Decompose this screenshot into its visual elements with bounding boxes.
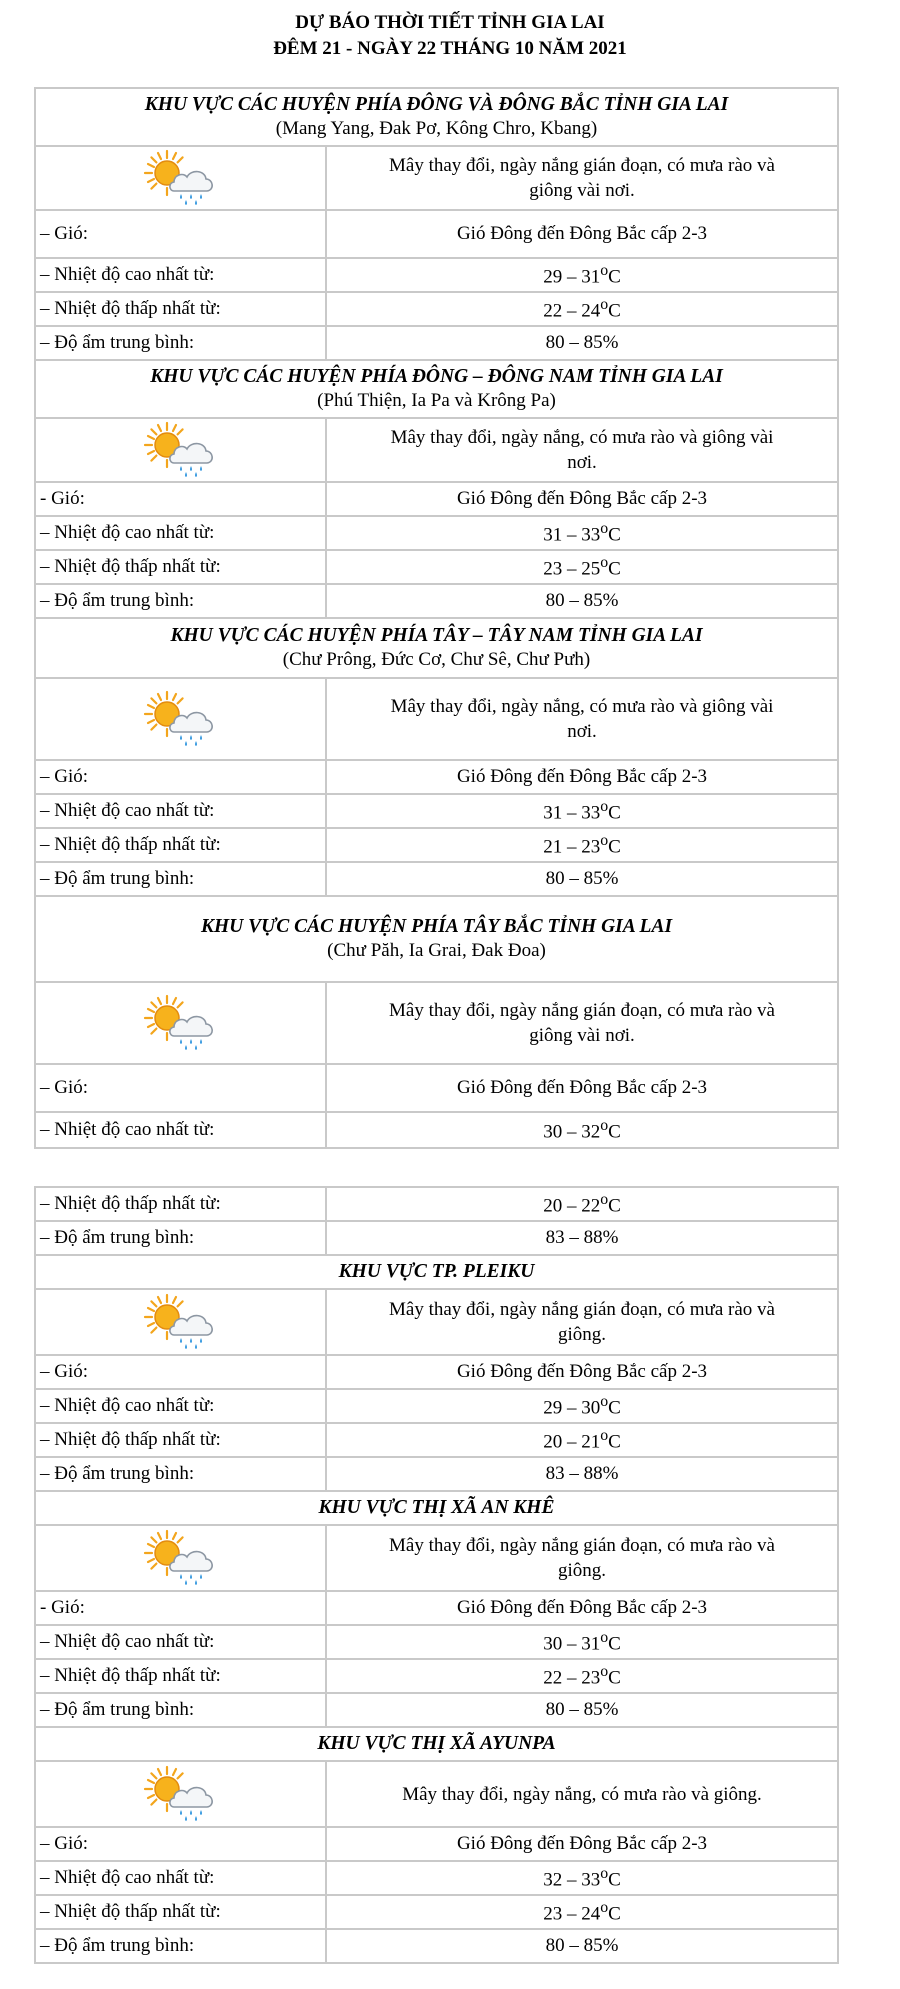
weather-row: [35, 1525, 838, 1591]
min-temp-value: 22 – 23$^o$C: [326, 1659, 838, 1693]
weather-row: [35, 1289, 838, 1355]
wind-label: – Gió:: [35, 760, 326, 794]
wind-row: [35, 760, 838, 794]
region-header: [35, 618, 838, 678]
region-title: KHU VỰC TP. PLEIKU: [338, 1261, 535, 1282]
humidity-value: 80 – 85%: [326, 1929, 838, 1963]
weather-row: [35, 678, 838, 760]
max-temp-label: – Nhiệt độ cao nhất từ:: [35, 1625, 326, 1659]
max-temp-label: – Nhiệt độ cao nhất từ:: [35, 258, 326, 292]
wind-row: [35, 1827, 838, 1861]
max-temp-label: – Nhiệt độ cao nhất từ:: [35, 1112, 326, 1148]
wind-value: Gió Đông đến Đông Bắc cấp 2-3: [326, 1064, 838, 1112]
weather-icon-cell: [35, 146, 326, 210]
wind-value: Gió Đông đến Đông Bắc cấp 2-3: [326, 760, 838, 794]
desc-line: nơi.: [567, 452, 597, 473]
wind-label: – Gió:: [35, 1355, 326, 1389]
sun-cloud-rain-icon: [141, 1763, 221, 1825]
region-title: KHU VỰC CÁC HUYỆN PHÍA TÂY – TÂY NAM TỈNH GIA LAI: [170, 625, 703, 646]
humidity-value: 80 – 85%: [326, 862, 838, 896]
desc-line: Mây thay đổi, ngày nắng, có mưa rào và giông.: [402, 1783, 762, 1805]
min-temp-row: [35, 828, 838, 862]
min-temp-label: – Nhiệt độ thấp nhất từ:: [35, 1187, 326, 1221]
min-temp-label: – Nhiệt độ thấp nhất từ:: [35, 1423, 326, 1457]
humidity-value: 83 – 88%: [326, 1221, 838, 1255]
weather-description: [326, 146, 838, 210]
min-temp-label: – Nhiệt độ thấp nhất từ:: [35, 828, 326, 862]
min-temp-label: – Nhiệt độ thấp nhất từ:: [35, 1659, 326, 1693]
sun-cloud-rain-icon: [141, 688, 221, 750]
wind-value: Gió Đông đến Đông Bắc cấp 2-3: [326, 1827, 838, 1861]
wind-row: [35, 1064, 838, 1112]
weather-description: [326, 1761, 838, 1827]
region-districts: (Mang Yang, Đak Pơ, Kông Chro, Kbang): [275, 118, 598, 139]
weather-row: [35, 1761, 838, 1827]
region-title: KHU VỰC THỊ XÃ AYUNPA: [317, 1733, 556, 1754]
document-title: DỰ BÁO THỜI TIẾT TỈNH GIA LAI: [295, 12, 605, 33]
region-header-row: [35, 1491, 838, 1525]
desc-line: giông vài nơi.: [529, 180, 635, 201]
region-districts: (Chư Păh, Ia Grai, Đak Đoa): [327, 940, 546, 961]
region-title: KHU VỰC THỊ XÃ AN KHÊ: [318, 1497, 555, 1518]
document-header: [0, 10, 900, 62]
min-temp-row: [35, 1423, 838, 1457]
region-header: [35, 1727, 838, 1761]
region-header: [35, 360, 838, 418]
weather-row: [35, 418, 838, 482]
min-temp-label: – Nhiệt độ thấp nhất từ:: [35, 1895, 326, 1929]
desc-line: giông.: [557, 1324, 607, 1345]
min-temp-row: [35, 1659, 838, 1693]
min-temp-value: 23 – 24$^o$C: [326, 1895, 838, 1929]
humidity-value: 83 – 88%: [326, 1457, 838, 1491]
max-temp-row: [35, 258, 838, 292]
wind-row: [35, 1591, 838, 1625]
wind-value: Gió Đông đến Đông Bắc cấp 2-3: [326, 482, 838, 516]
min-temp-row: [35, 1187, 838, 1221]
weather-description: [326, 982, 838, 1064]
weather-icon-cell: [35, 982, 326, 1064]
weather-icon-cell: [35, 1289, 326, 1355]
region-title: KHU VỰC CÁC HUYỆN PHÍA ĐÔNG – ĐÔNG NAM TỈNH GIA LAI: [150, 366, 723, 387]
humidity-row: [35, 1929, 838, 1963]
max-temp-row: [35, 516, 838, 550]
desc-line: Mây thay đổi, ngày nắng gián đoạn, có mưa rào và: [389, 155, 775, 176]
region-header: [35, 1255, 838, 1289]
wind-value: Gió Đông đến Đông Bắc cấp 2-3: [326, 210, 838, 258]
humidity-label: – Độ ẩm trung bình:: [35, 1221, 326, 1255]
max-temp-row: [35, 1861, 838, 1895]
wind-value: Gió Đông đến Đông Bắc cấp 2-3: [326, 1355, 838, 1389]
max-temp-row: [35, 1112, 838, 1148]
max-temp-value: 32 – 33$^o$C: [326, 1861, 838, 1895]
humidity-row: [35, 862, 838, 896]
humidity-label: – Độ ẩm trung bình:: [35, 862, 326, 896]
desc-line: Mây thay đổi, ngày nắng, có mưa rào và giông vài: [390, 427, 774, 448]
min-temp-label: – Nhiệt độ thấp nhất từ:: [35, 292, 326, 326]
forecast-table-page1: [34, 87, 839, 1149]
humidity-row: [35, 1693, 838, 1727]
humidity-row: [35, 1221, 838, 1255]
humidity-value: 80 – 85%: [326, 326, 838, 360]
desc-line: giông vài nơi.: [529, 1025, 635, 1046]
weather-description: [326, 418, 838, 482]
desc-line: Mây thay đổi, ngày nắng gián đoạn, có mưa rào và: [389, 1000, 775, 1021]
region-title: KHU VỰC CÁC HUYỆN PHÍA ĐÔNG VÀ ĐÔNG BẮC TỈNH GIA LAI: [144, 94, 729, 115]
wind-row: [35, 210, 838, 258]
max-temp-label: – Nhiệt độ cao nhất từ:: [35, 1861, 326, 1895]
weather-row: [35, 982, 838, 1064]
weather-description: [326, 678, 838, 760]
region-header-row: [35, 88, 838, 146]
region-header-row: [35, 618, 838, 678]
min-temp-row: [35, 292, 838, 326]
wind-label: – Gió:: [35, 1064, 326, 1112]
wind-row: [35, 482, 838, 516]
desc-line: Mây thay đổi, ngày nắng gián đoạn, có mưa rào và: [389, 1299, 775, 1320]
sun-cloud-rain-icon: [141, 1527, 221, 1589]
region-header: [35, 88, 838, 146]
humidity-label: – Độ ẩm trung bình:: [35, 1929, 326, 1963]
humidity-value: 80 – 85%: [326, 1693, 838, 1727]
min-temp-value: 23 – 25$^o$C: [326, 550, 838, 584]
weather-icon-cell: [35, 1761, 326, 1827]
desc-line: nơi.: [567, 721, 597, 742]
min-temp-value: 20 – 22$^o$C: [326, 1187, 838, 1221]
max-temp-value: 29 – 30$^o$C: [326, 1389, 838, 1423]
weather-icon-cell: [35, 418, 326, 482]
max-temp-label: – Nhiệt độ cao nhất từ:: [35, 1389, 326, 1423]
max-temp-label: – Nhiệt độ cao nhất từ:: [35, 516, 326, 550]
max-temp-row: [35, 794, 838, 828]
wind-label: - Gió:: [35, 482, 326, 516]
min-temp-row: [35, 1895, 838, 1929]
sun-cloud-rain-icon: [141, 1291, 221, 1353]
max-temp-label: – Nhiệt độ cao nhất từ:: [35, 794, 326, 828]
wind-label: – Gió:: [35, 1827, 326, 1861]
humidity-row: [35, 584, 838, 618]
region-header-row: [35, 1727, 838, 1761]
max-temp-value: 30 – 31$^o$C: [326, 1625, 838, 1659]
humidity-label: – Độ ẩm trung bình:: [35, 326, 326, 360]
wind-row: [35, 1355, 838, 1389]
min-temp-value: 22 – 24$^o$C: [326, 292, 838, 326]
min-temp-label: – Nhiệt độ thấp nhất từ:: [35, 550, 326, 584]
min-temp-row: [35, 550, 838, 584]
region-header: [35, 1491, 838, 1525]
desc-line: Mây thay đổi, ngày nắng gián đoạn, có mưa rào và: [389, 1535, 775, 1556]
weather-icon-cell: [35, 1525, 326, 1591]
sun-cloud-rain-icon: [141, 147, 221, 209]
region-title: KHU VỰC CÁC HUYỆN PHÍA TÂY BẮC TỈNH GIA LAI: [200, 916, 673, 937]
max-temp-value: 31 – 33$^o$C: [326, 516, 838, 550]
max-temp-value: 31 – 33$^o$C: [326, 794, 838, 828]
max-temp-row: [35, 1389, 838, 1423]
region-header-row: [35, 896, 838, 982]
region-header-row: [35, 360, 838, 418]
humidity-label: – Độ ẩm trung bình:: [35, 1693, 326, 1727]
desc-line: Mây thay đổi, ngày nắng, có mưa rào và giông vài: [390, 696, 774, 717]
desc-line: giông.: [557, 1560, 607, 1581]
humidity-row: [35, 1457, 838, 1491]
weather-icon-cell: [35, 678, 326, 760]
max-temp-row: [35, 1625, 838, 1659]
humidity-label: – Độ ẩm trung bình:: [35, 1457, 326, 1491]
forecast-table-page2: [34, 1186, 839, 1964]
document-subtitle: ĐÊM 21 - NGÀY 22 THÁNG 10 NĂM 2021: [273, 38, 627, 59]
humidity-value: 80 – 85%: [326, 584, 838, 618]
weather-description: [326, 1289, 838, 1355]
region-districts: (Phú Thiện, Ia Pa và Krông Pa): [317, 390, 556, 411]
weather-row: [35, 146, 838, 210]
sun-cloud-rain-icon: [141, 419, 221, 481]
weather-description: [326, 1525, 838, 1591]
humidity-label: – Độ ẩm trung bình:: [35, 584, 326, 618]
min-temp-value: 21 – 23$^o$C: [326, 828, 838, 862]
wind-label: – Gió:: [35, 210, 326, 258]
wind-value: Gió Đông đến Đông Bắc cấp 2-3: [326, 1591, 838, 1625]
region-header-row: [35, 1255, 838, 1289]
humidity-row: [35, 326, 838, 360]
wind-label: - Gió:: [35, 1591, 326, 1625]
max-temp-value: 30 – 32$^o$C: [326, 1112, 838, 1148]
min-temp-value: 20 – 21$^o$C: [326, 1423, 838, 1457]
sun-cloud-rain-icon: [141, 992, 221, 1054]
region-districts: (Chư Prông, Đức Cơ, Chư Sê, Chư Pưh): [282, 649, 591, 670]
region-header: [35, 896, 838, 982]
max-temp-value: 29 – 31$^o$C: [326, 258, 838, 292]
